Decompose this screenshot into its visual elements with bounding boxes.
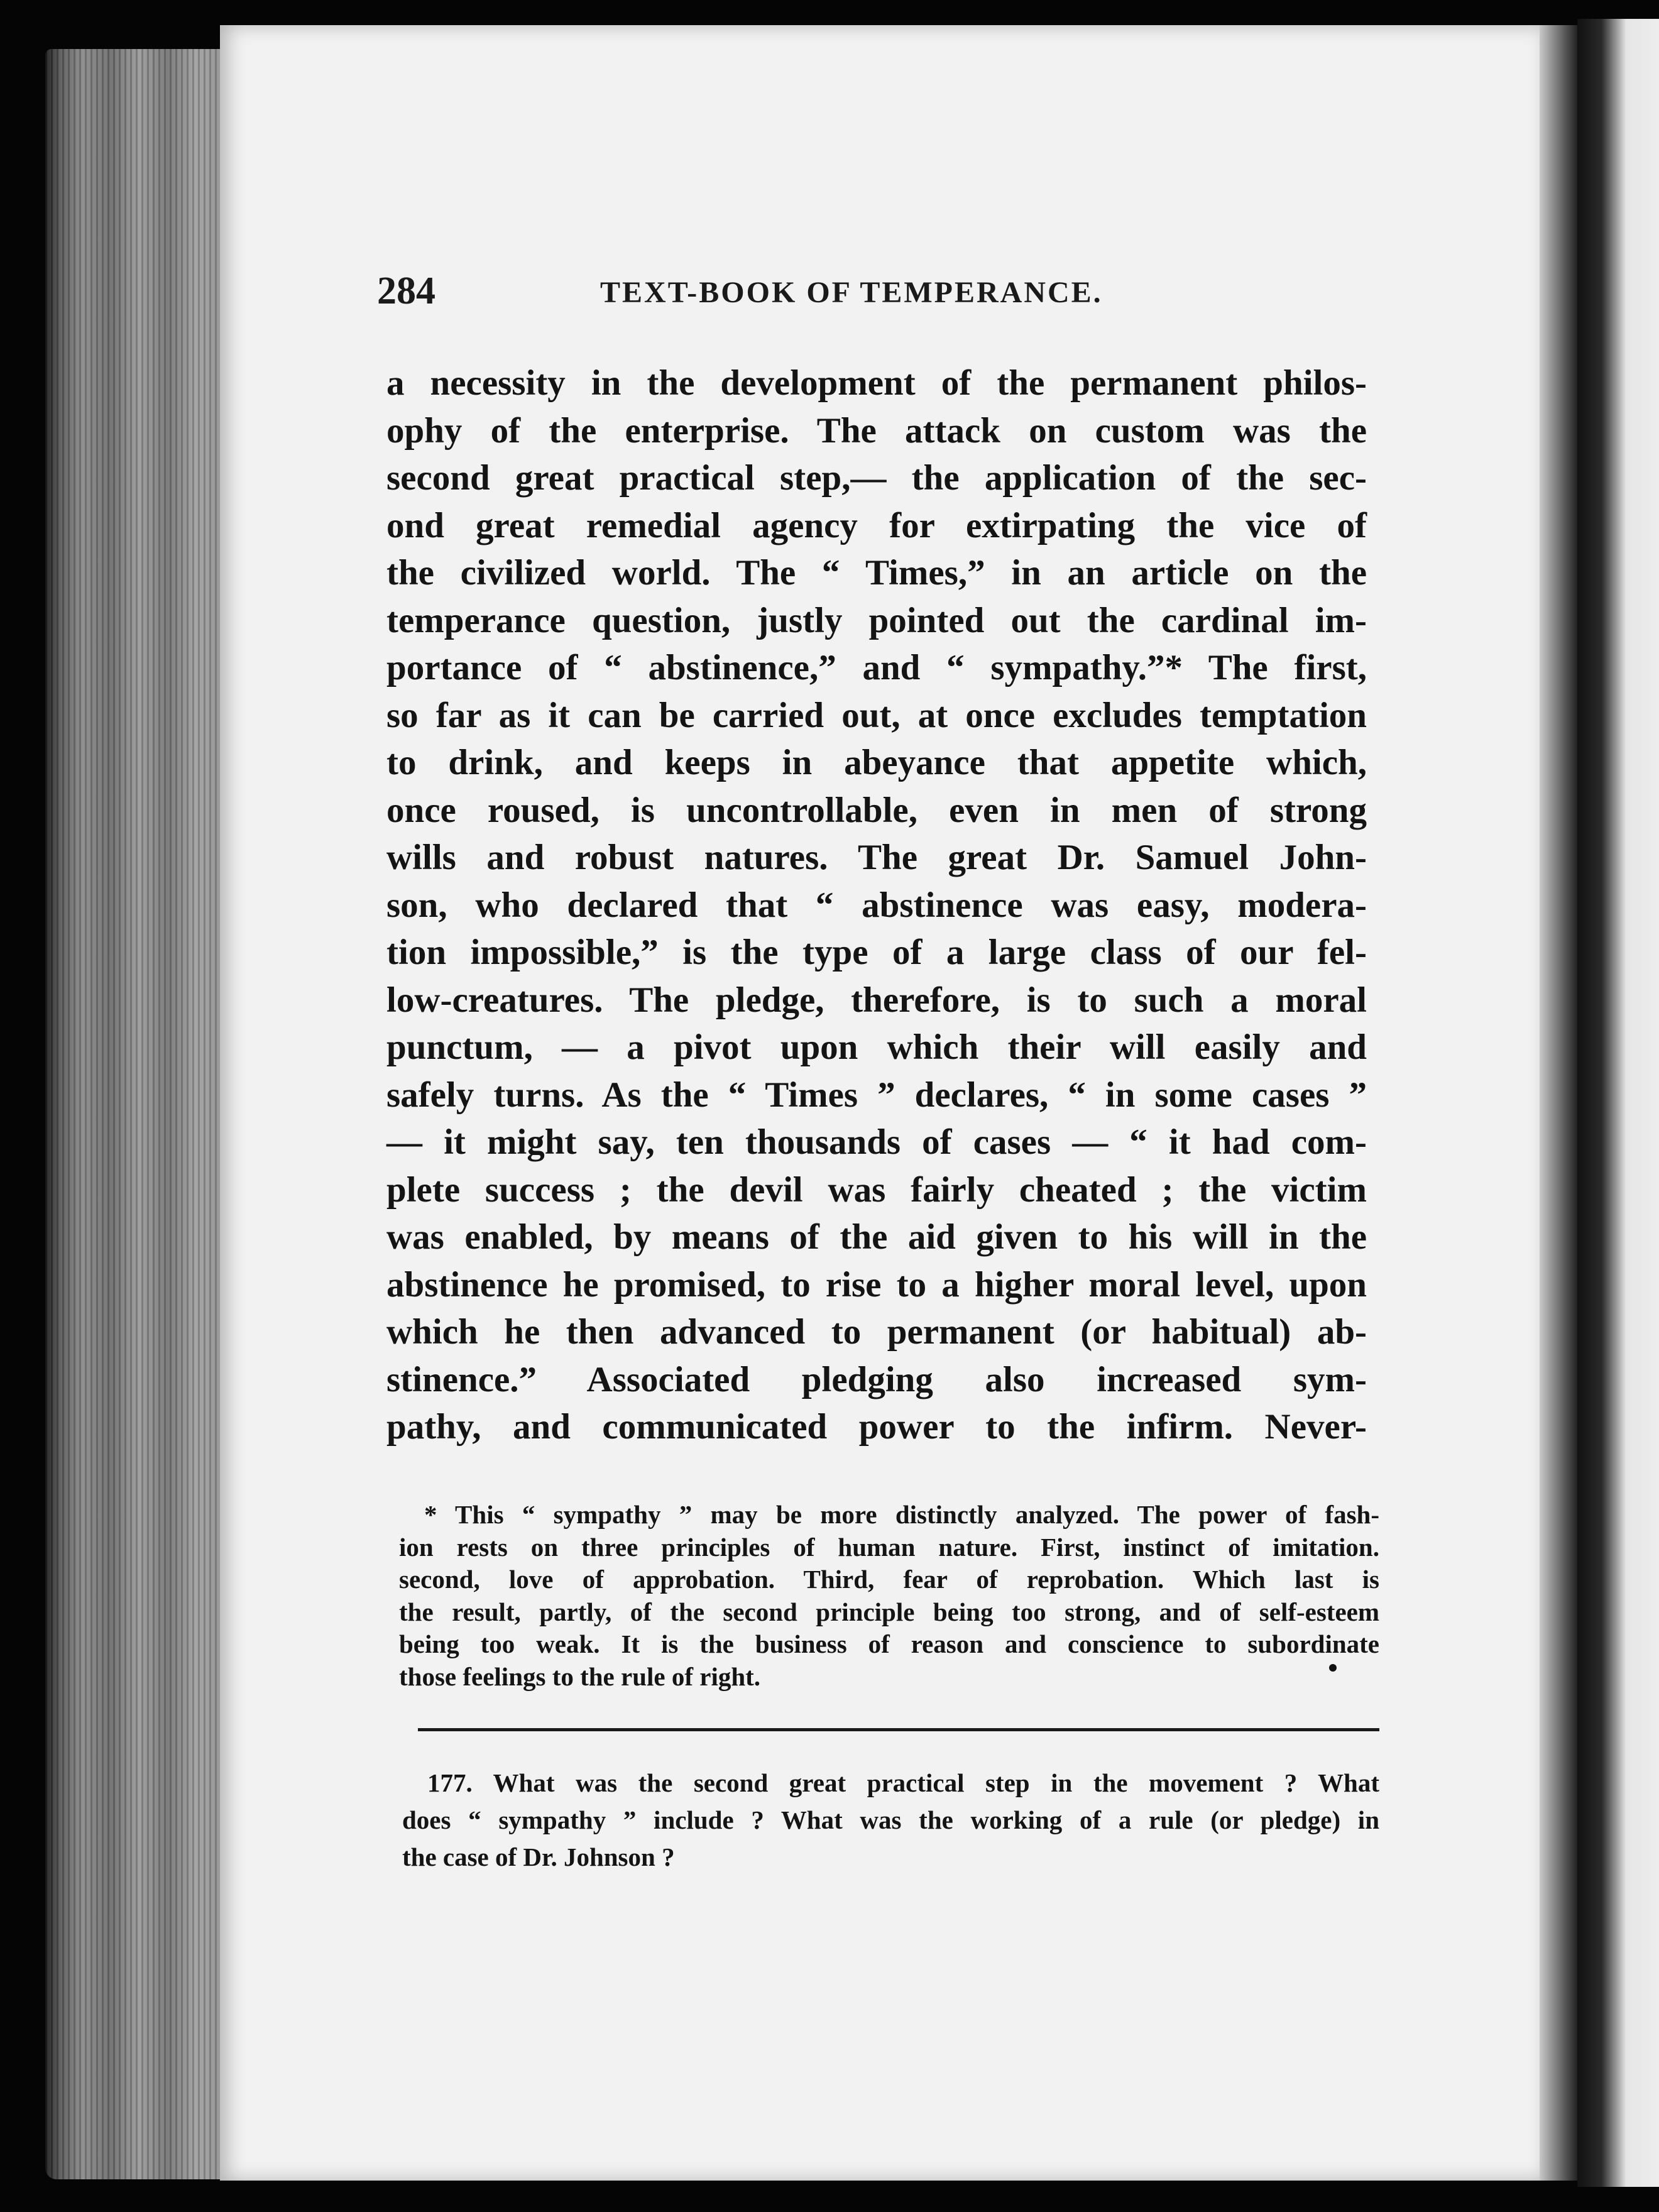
body-line: which he then advanced to permanent (or habitual) ab- [386,1312,1367,1352]
body-line: once roused, is uncontrollable, even in men of strong [386,790,1367,830]
body-line: so far as it can be carried out, at once excludes temptation [386,695,1367,735]
ink-speck [1329,1664,1337,1672]
body-line: the civilized world. The “ Times,” in an article on the [386,553,1367,593]
body-line: portance of “ abstinence,” and “ sympathy.”* The first, [386,648,1367,687]
body-line: abstinence he promised, to rise to a higher moral level, upon [386,1264,1367,1305]
body-line: stinence.” Associated pledging also increased sym- [386,1359,1367,1399]
body-line: son, who declared that “ abstinence was easy, modera- [386,885,1367,925]
body-line: — it might say, ten thousands of cases — “ it had com- [386,1122,1367,1162]
footnote-line: being too weak. It is the business of reason and conscience to subordinate [399,1629,1379,1658]
book-page-edges [45,49,234,2179]
running-title: TEXT-BOOK OF TEMPERANCE. [600,276,1103,309]
footnote-line: second, love of approbation. Third, fear of reprobation. Which last is [399,1565,1379,1594]
study-question [402,1765,1379,1876]
body-line: ophy of the enterprise. The attack on custom was the [386,410,1367,451]
body-line: a necessity in the development of the permanent philos- [386,363,1367,403]
footnote-line: * This “ sympathy ” may be more distinctly analyzed. The power of fash- [424,1500,1379,1529]
question-line: does “ sympathy ” include ? What was the working of a rule (or pledge) in [402,1805,1379,1834]
body-line: was enabled, by means of the aid given to his will in the [386,1217,1367,1257]
footnote-line: those feelings to the rule of right. [399,1662,761,1691]
body-line: safely turns. As the “ Times ” declares, “ in some cases ” [386,1075,1367,1115]
facing-page-edge [1577,19,1659,2187]
horizontal-rule [418,1728,1379,1731]
body-line: punctum, — a pivot upon which their will easily and [386,1027,1367,1067]
question-line: 177. What was the second great practical step in the movement ? What [427,1768,1379,1797]
body-line: wills and robust natures. The great Dr. Samuel John- [386,838,1367,877]
gutter-shadow [1540,25,1577,2181]
body-line: low-creatures. The pledge, therefore, is to such a moral [386,980,1367,1020]
question-line: the case of Dr. Johnson ? [402,1842,675,1871]
body-line: ond great remedial agency for extirpating the vice of [386,505,1367,545]
body-line: to drink, and keeps in abeyance that appetite which, [386,743,1367,782]
footnote-line: ion rests on three principles of human nature. First, instinct of imitation. [399,1532,1379,1562]
body-line: tion impossible,” is the type of a large class of our fel- [386,933,1367,972]
body-line: temperance question, justly pointed out the cardinal im- [386,600,1367,640]
body-text [386,359,1367,1451]
page-number: 284 [377,270,435,312]
footnote-line: the result, partly, of the second principle being too strong, and of self-esteem [399,1597,1379,1626]
footnote [399,1499,1379,1693]
body-line: second great practical step,— the application of the sec- [386,458,1367,498]
body-line: pathy, and communicated power to the infirm. Never- [386,1407,1367,1447]
running-head [377,269,1408,313]
body-line: plete success ; the devil was fairly cheated ; the victim [386,1169,1367,1210]
